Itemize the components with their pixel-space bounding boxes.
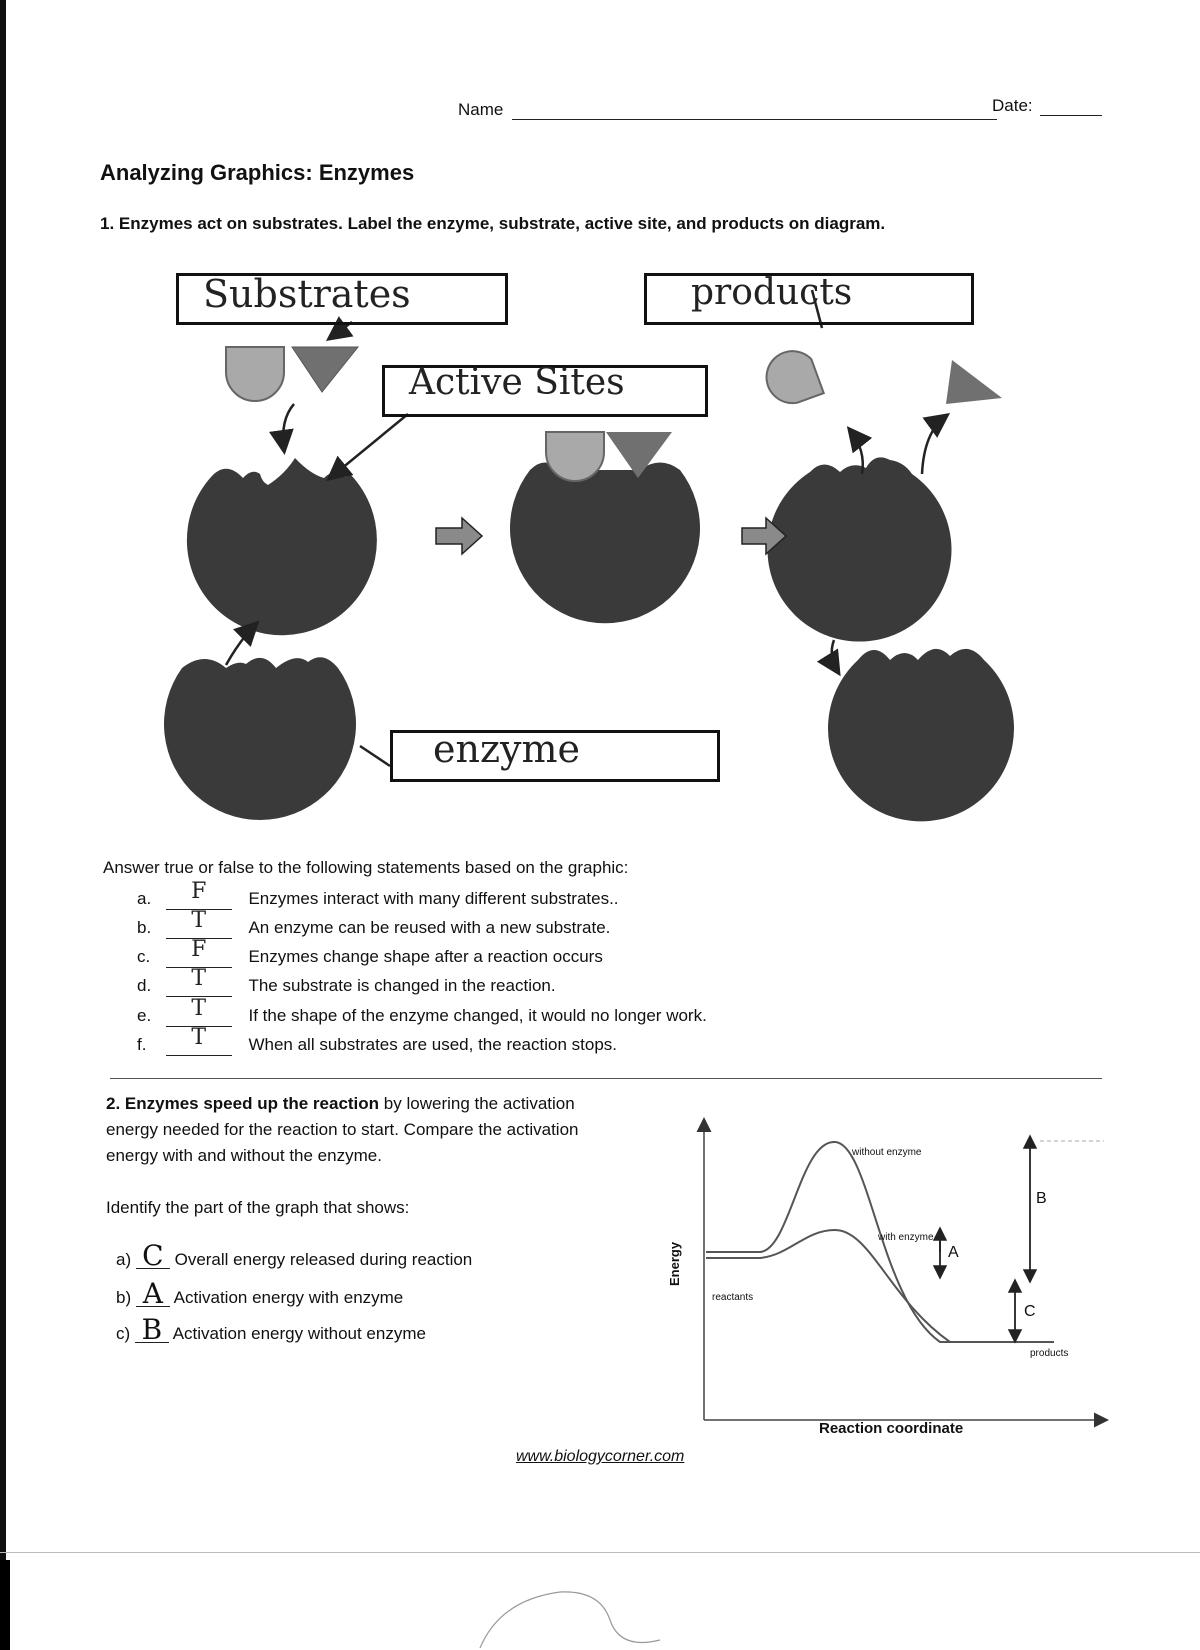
q2-number: 2. (106, 1094, 121, 1113)
graph-marker-a: A (948, 1244, 959, 1261)
q2-letter: a) (116, 1250, 132, 1269)
graph-ylabel: Energy (667, 1241, 682, 1286)
tf-answer-d[interactable]: T (166, 974, 232, 997)
q2-answer-b[interactable]: A (136, 1284, 170, 1307)
tf-letter: d. (137, 976, 152, 995)
q2-answer-a[interactable]: C (136, 1246, 170, 1269)
date-label: Date: (992, 96, 1033, 115)
tf-letter: c. (137, 947, 151, 966)
tf-answer-e[interactable]: T (166, 1004, 232, 1027)
q2-prompt-bold: Enzymes speed up the reaction (124, 1094, 380, 1113)
label-substrates: Substrates (203, 272, 411, 316)
tf-answer-b[interactable]: T (166, 916, 232, 939)
tf-statement: If the shape of the enzyme changed, it would no longer work. (248, 1006, 707, 1025)
tf-statement: Enzymes interact with many different substrates.. (248, 889, 619, 908)
tf-answer-f[interactable]: T (166, 1033, 232, 1056)
label-products: products (691, 272, 853, 313)
label-active-sites: Active Sites (409, 362, 625, 403)
q2-letter: b) (116, 1288, 132, 1307)
label-enzyme: enzyme (433, 727, 580, 771)
tf-statement: When all substrates are used, the reaction stops. (248, 1035, 617, 1054)
q1-number: 1. (100, 214, 115, 233)
q2-identify: Identify the part of the graph that shows: (106, 1198, 410, 1217)
q2-item-text: Activation energy with enzyme (173, 1288, 404, 1307)
graph-marker-c: C (1024, 1303, 1036, 1320)
tf-intro: Answer true or false to the following statements based on the graphic: (103, 858, 629, 877)
tf-letter: f. (137, 1035, 147, 1054)
tf-answer-a[interactable]: F (166, 887, 232, 910)
q2-line1-rest: by lowering the activation (383, 1094, 575, 1113)
graph-with-label: with enzyme (878, 1232, 934, 1243)
q2-item-text: Overall energy released during reaction (174, 1250, 473, 1269)
tf-answer-c[interactable]: F (166, 945, 232, 968)
footer-url[interactable]: www.biologycorner.com (516, 1448, 685, 1465)
q2-item-text: Activation energy without enzyme (172, 1324, 426, 1343)
name-label: Name (458, 100, 504, 119)
tf-letter: b. (137, 918, 152, 937)
tf-statement: Enzymes change shape after a reaction occurs (248, 947, 603, 966)
tf-letter: e. (137, 1006, 152, 1025)
tf-statement: An enzyme can be reused with a new substrate. (248, 918, 611, 937)
q2-letter: c) (116, 1324, 131, 1343)
page-title: Analyzing Graphics: Enzymes (100, 160, 415, 185)
graph-without-label: without enzyme (852, 1147, 922, 1158)
tf-statement: The substrate is changed in the reaction. (248, 976, 556, 995)
graph-xlabel: Reaction coordinate (819, 1420, 964, 1437)
graph-marker-b: B (1036, 1190, 1047, 1207)
tf-letter: a. (137, 889, 152, 908)
graph-reactants-label: reactants (712, 1292, 754, 1303)
graph-products-label: products (1030, 1348, 1069, 1359)
q1-prompt-rest: Label the enzyme, substrate, active site, and products on diagram. (347, 214, 886, 233)
q2-line3: energy with and without the enzyme. (106, 1146, 382, 1165)
q2-line2: energy needed for the reaction to start. Compare the activation (106, 1120, 579, 1139)
q2-answer-c[interactable]: B (135, 1320, 169, 1343)
q1-prompt-bold: Enzymes act on substrates. (118, 214, 343, 233)
